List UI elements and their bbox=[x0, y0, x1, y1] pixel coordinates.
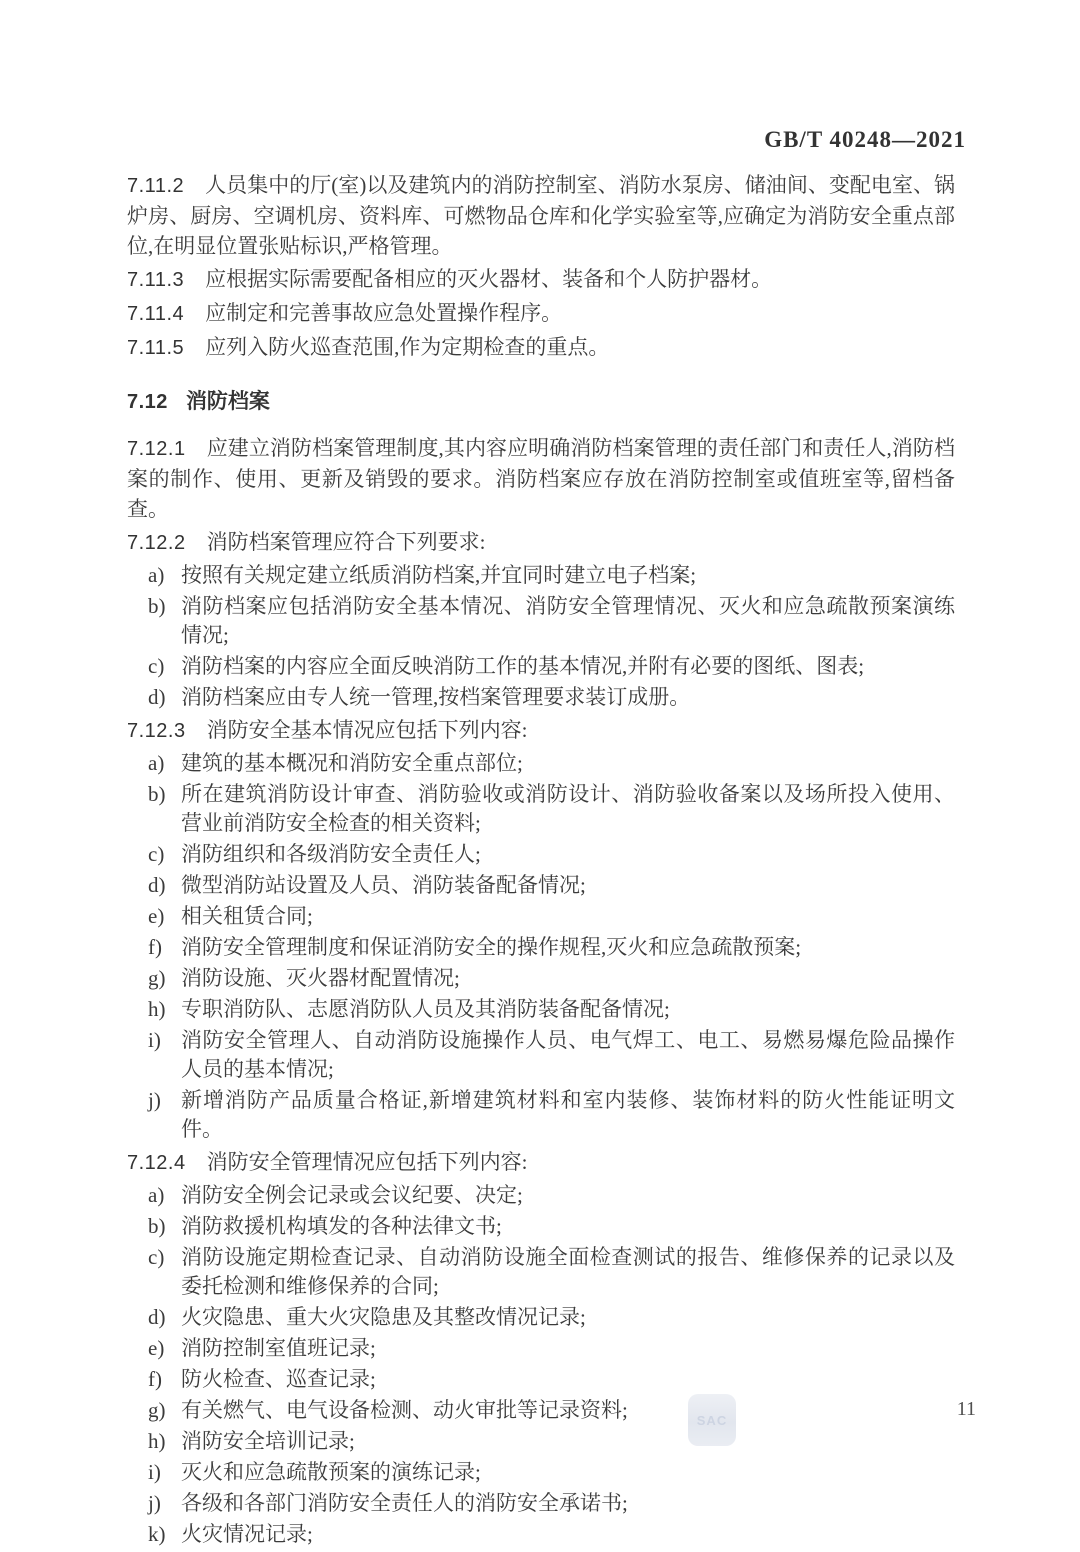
list-item bbox=[127, 683, 955, 712]
item-text: 消防控制室值班记录; bbox=[181, 1336, 376, 1360]
list-item bbox=[127, 561, 955, 590]
clause-text: 应制定和完善事故应急处置操作程序。 bbox=[205, 301, 563, 325]
clause-text: 消防档案管理应符合下列要求: bbox=[206, 530, 486, 554]
clause-7-11-3 bbox=[127, 264, 955, 295]
clause-text: 应根据实际需要配备相应的灭火器材、装备和个人防护器材。 bbox=[205, 267, 773, 291]
list-7-12-2 bbox=[127, 561, 955, 712]
clause-7-11-2 bbox=[127, 170, 955, 261]
list-item bbox=[127, 1243, 955, 1301]
clause-text: 消防安全管理情况应包括下列内容: bbox=[206, 1150, 528, 1174]
list-item bbox=[127, 1365, 955, 1394]
item-label: c) bbox=[148, 1245, 165, 1269]
item-text: 微型消防站设置及人员、消防装备配备情况; bbox=[181, 873, 586, 897]
item-text: 消防安全管理制度和保证消防安全的操作规程,灭火和应急疏散预案; bbox=[181, 935, 802, 959]
list-item bbox=[127, 780, 955, 838]
clause-text: 消防安全基本情况应包括下列内容: bbox=[206, 718, 528, 742]
item-label: d) bbox=[148, 685, 166, 709]
item-label: h) bbox=[148, 997, 166, 1021]
list-item bbox=[127, 1489, 955, 1518]
item-label: j) bbox=[148, 1088, 161, 1112]
list-item bbox=[127, 1458, 955, 1487]
list-item bbox=[127, 1396, 955, 1425]
clause-number: 7.11.3 bbox=[127, 269, 185, 291]
item-text: 消防档案应包括消防安全基本情况、消防安全管理情况、灭火和应急疏散预案演练情况; bbox=[181, 594, 955, 647]
section-title: 消防档案 bbox=[185, 390, 270, 413]
clause-text: 人员集中的厅(室)以及建筑内的消防控制室、消防水泵房、储油间、变配电室、锅炉房、厨房、空调机房、资料库、可燃物品仓库和化学实验室等,应确定为消防安全重点部位,在明显位置张贴标识,严格管理。 bbox=[127, 173, 955, 258]
item-label: f) bbox=[148, 1367, 162, 1391]
item-text: 消防档案的内容应全面反映消防工作的基本情况,并附有必要的图纸、图表; bbox=[181, 654, 865, 678]
list-item bbox=[127, 995, 955, 1024]
section-heading-7-12 bbox=[127, 385, 955, 415]
item-text: 新增消防产品质量合格证,新增建筑材料和室内装修、装饰材料的防火性能证明文件。 bbox=[181, 1088, 955, 1141]
item-label: c) bbox=[148, 842, 165, 866]
clause-number: 7.12.3 bbox=[127, 720, 186, 742]
item-text: 消防安全例会记录或会议纪要、决定; bbox=[181, 1183, 523, 1207]
item-text: 消防安全管理人、自动消防设施操作人员、电气焊工、电工、易燃易爆危险品操作人员的基本情况; bbox=[181, 1028, 955, 1081]
item-text: 按照有关规定建立纸质消防档案,并宜同时建立电子档案; bbox=[181, 563, 697, 587]
item-label: b) bbox=[148, 782, 166, 806]
item-label: g) bbox=[148, 966, 166, 990]
list-item bbox=[127, 1212, 955, 1241]
item-text: 各级和各部门消防安全责任人的消防安全承诺书; bbox=[181, 1491, 628, 1515]
clause-7-11-4 bbox=[127, 298, 955, 329]
sac-watermark-logo bbox=[688, 1394, 736, 1446]
item-label: e) bbox=[148, 1336, 165, 1360]
list-7-12-3 bbox=[127, 749, 955, 1144]
list-item bbox=[127, 840, 955, 869]
item-text: 消防组织和各级消防安全责任人; bbox=[181, 842, 481, 866]
page-content bbox=[127, 170, 955, 1552]
list-item bbox=[127, 964, 955, 993]
item-text: 消防救援机构填发的各种法律文书; bbox=[181, 1214, 502, 1238]
clause-7-12-1 bbox=[127, 433, 955, 524]
item-text: 消防安全培训记录; bbox=[181, 1429, 355, 1453]
list-item bbox=[127, 871, 955, 900]
item-label: i) bbox=[148, 1460, 161, 1484]
clause-7-12-2 bbox=[127, 527, 955, 558]
item-label: d) bbox=[148, 873, 166, 897]
list-item bbox=[127, 652, 955, 681]
item-label: e) bbox=[148, 904, 165, 928]
item-label: d) bbox=[148, 1305, 166, 1329]
item-label: a) bbox=[148, 563, 165, 587]
clause-number: 7.11.5 bbox=[127, 337, 185, 359]
item-label: i) bbox=[148, 1028, 161, 1052]
list-item bbox=[127, 902, 955, 931]
item-label: b) bbox=[148, 594, 166, 618]
clause-7-11-5 bbox=[127, 332, 955, 363]
clause-number: 7.12.4 bbox=[127, 1152, 186, 1174]
item-label: j) bbox=[148, 1491, 161, 1515]
item-label: c) bbox=[148, 654, 165, 678]
list-item bbox=[127, 1520, 955, 1549]
list-item bbox=[127, 1086, 955, 1144]
list-item bbox=[127, 592, 955, 650]
section-number: 7.12 bbox=[127, 391, 168, 413]
item-text: 防火检查、巡查记录; bbox=[181, 1367, 376, 1391]
list-item bbox=[127, 1026, 955, 1084]
item-text: 火灾情况记录; bbox=[181, 1522, 313, 1546]
item-text: 专职消防队、志愿消防队人员及其消防装备配备情况; bbox=[181, 997, 670, 1021]
list-item bbox=[127, 1303, 955, 1332]
list-item bbox=[127, 749, 955, 778]
item-text: 消防设施、灭火器材配置情况; bbox=[181, 966, 460, 990]
item-text: 有关燃气、电气设备检测、动火审批等记录资料; bbox=[181, 1398, 628, 1422]
item-text: 相关租赁合同; bbox=[181, 904, 313, 928]
list-item bbox=[127, 1427, 955, 1456]
item-text: 消防设施定期检查记录、自动消防设施全面检查测试的报告、维修保养的记录以及委托检测和维修保养的合同; bbox=[181, 1245, 955, 1298]
item-label: k) bbox=[148, 1522, 166, 1546]
clause-7-12-4 bbox=[127, 1147, 955, 1178]
list-item bbox=[127, 1181, 955, 1210]
list-7-12-4 bbox=[127, 1181, 955, 1549]
list-item bbox=[127, 1334, 955, 1363]
standard-code-header: GB/T 40248—2021 bbox=[764, 127, 966, 152]
clause-number: 7.12.2 bbox=[127, 532, 186, 554]
page-number: 11 bbox=[956, 1398, 976, 1420]
item-text: 火灾隐患、重大火灾隐患及其整改情况记录; bbox=[181, 1305, 586, 1329]
watermark-text: SAC bbox=[696, 1412, 728, 1428]
clause-text: 应建立消防档案管理制度,其内容应明确消防档案管理的责任部门和责任人,消防档案的制作、使用、更新及销毁的要求。消防档案应存放在消防控制室或值班室等,留档备查。 bbox=[127, 436, 955, 521]
item-label: f) bbox=[148, 935, 162, 959]
clause-number: 7.11.4 bbox=[127, 303, 185, 325]
item-label: a) bbox=[148, 1183, 165, 1207]
clause-text: 应列入防火巡查范围,作为定期检查的重点。 bbox=[205, 335, 610, 359]
clause-number: 7.11.2 bbox=[127, 175, 185, 197]
item-text: 建筑的基本概况和消防安全重点部位; bbox=[181, 751, 523, 775]
item-label: b) bbox=[148, 1214, 166, 1238]
item-text: 消防档案应由专人统一管理,按档案管理要求装订成册。 bbox=[181, 685, 691, 709]
clause-number: 7.12.1 bbox=[127, 438, 186, 460]
item-label: h) bbox=[148, 1429, 166, 1453]
clause-7-12-3 bbox=[127, 715, 955, 746]
item-label: a) bbox=[148, 751, 165, 775]
item-text: 灭火和应急疏散预案的演练记录; bbox=[181, 1460, 481, 1484]
item-text: 所在建筑消防设计审查、消防验收或消防设计、消防验收备案以及场所投入使用、营业前消防安全检查的相关资料; bbox=[181, 782, 955, 835]
list-item bbox=[127, 933, 955, 962]
item-label: g) bbox=[148, 1398, 166, 1422]
